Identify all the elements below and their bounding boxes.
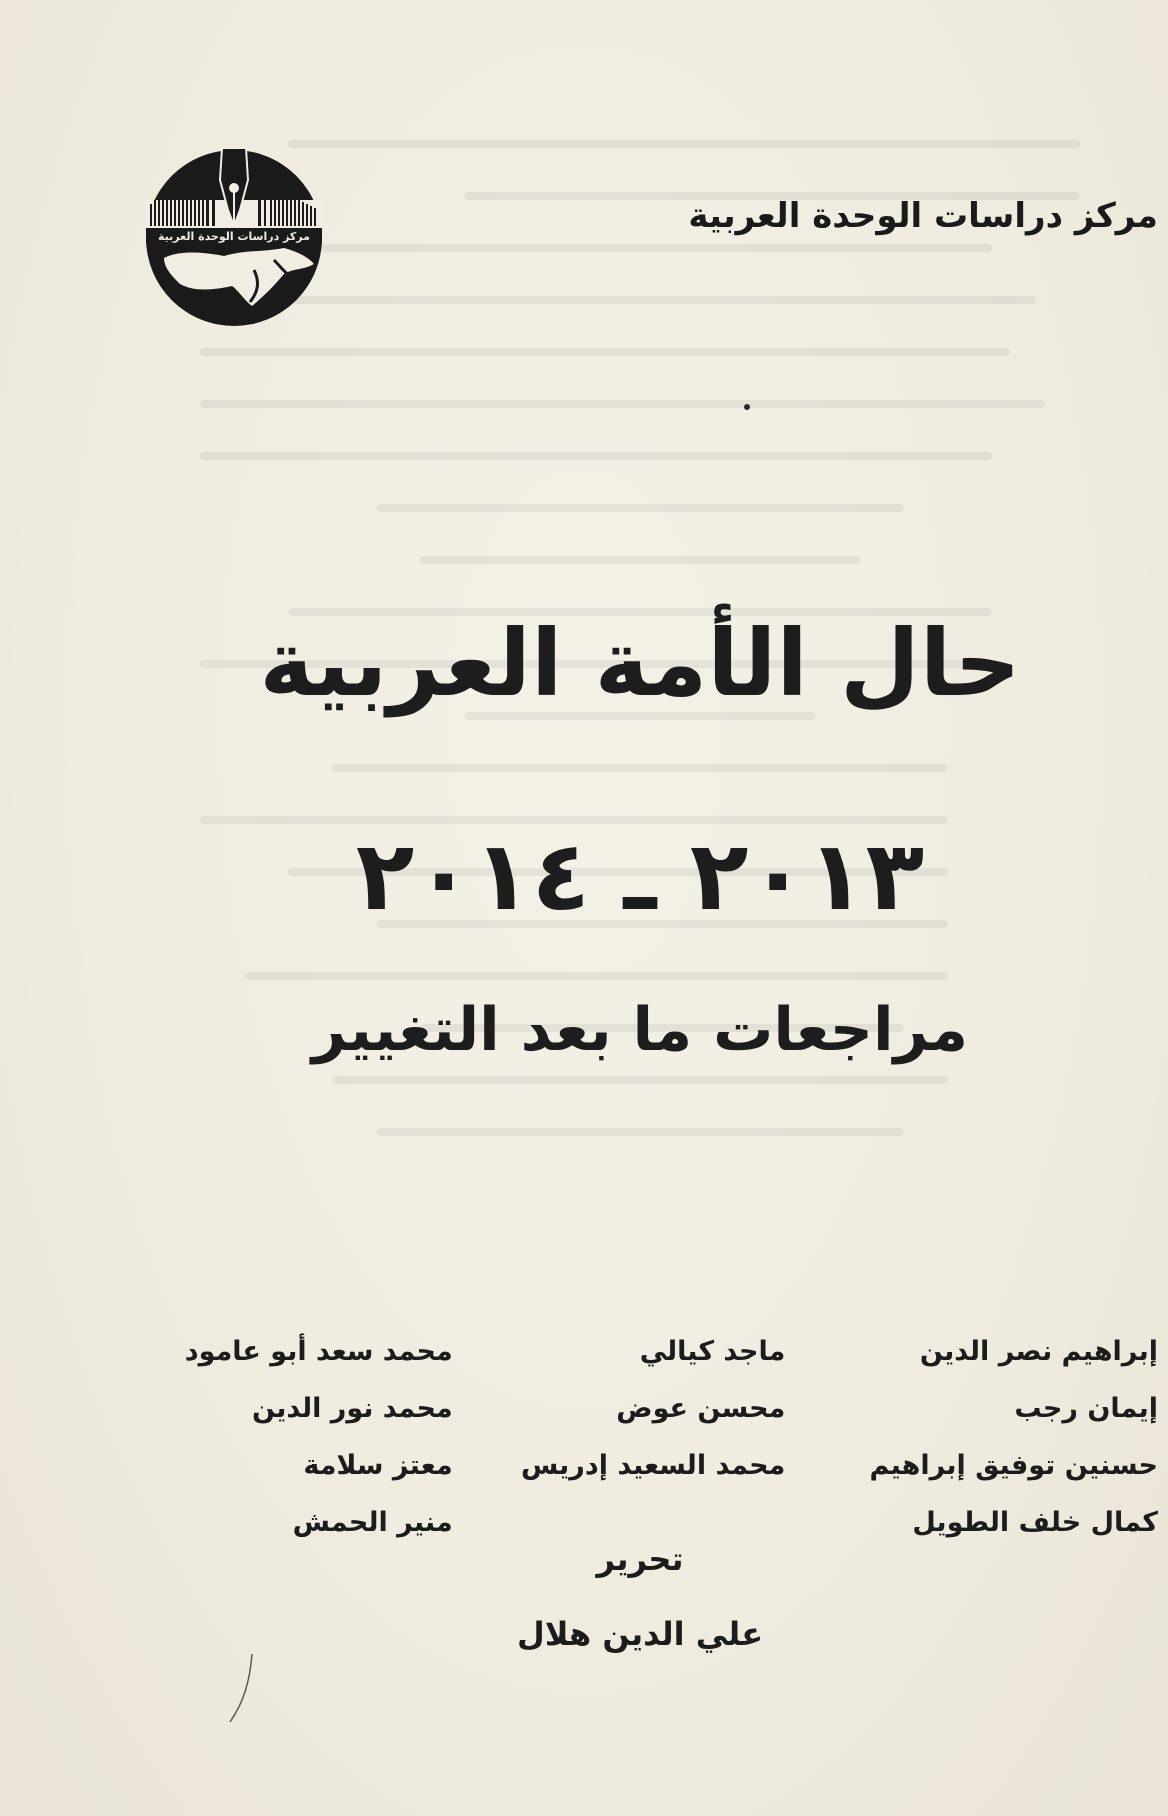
ink-speck bbox=[740, 400, 754, 414]
pencil-mark bbox=[222, 1650, 262, 1730]
book-subtitle: مراجعات ما بعد التغيير bbox=[311, 995, 969, 1065]
svg-text:مركز دراسات الوحدة العربية: مركز دراسات الوحدة العربية bbox=[158, 230, 310, 243]
author-name: حسنين توفيق إبراهيم bbox=[869, 1450, 1158, 1481]
authors-list bbox=[130, 1330, 1158, 1545]
book-title: حال الأمة العربية bbox=[259, 610, 1021, 717]
publisher-name: مركز دراسات الوحدة العربية bbox=[688, 196, 1158, 236]
author-name: معتز سلامة bbox=[303, 1450, 453, 1481]
author-name: محمد السعيد إدريس bbox=[520, 1450, 786, 1481]
author-name: منير الحمش bbox=[292, 1507, 453, 1538]
publisher-logo bbox=[134, 140, 339, 330]
author-name bbox=[473, 1501, 816, 1545]
author-name: ماجد كيالي bbox=[639, 1336, 786, 1367]
editor-label: تحرير bbox=[596, 1540, 684, 1578]
author-name: محسن عوض bbox=[616, 1393, 786, 1424]
author-name: محمد نور الدين bbox=[251, 1393, 453, 1424]
author-name: كمال خلف الطويل bbox=[912, 1507, 1158, 1538]
author-name: إبراهيم نصر الدين bbox=[919, 1336, 1158, 1367]
author-name: محمد سعد أبو عامود bbox=[184, 1336, 453, 1367]
editor-name: علي الدين هلال bbox=[516, 1615, 764, 1653]
book-years: ٢٠١٣ ـ ٢٠١٤ bbox=[355, 820, 925, 932]
author-name: إيمان رجب bbox=[1014, 1393, 1158, 1424]
